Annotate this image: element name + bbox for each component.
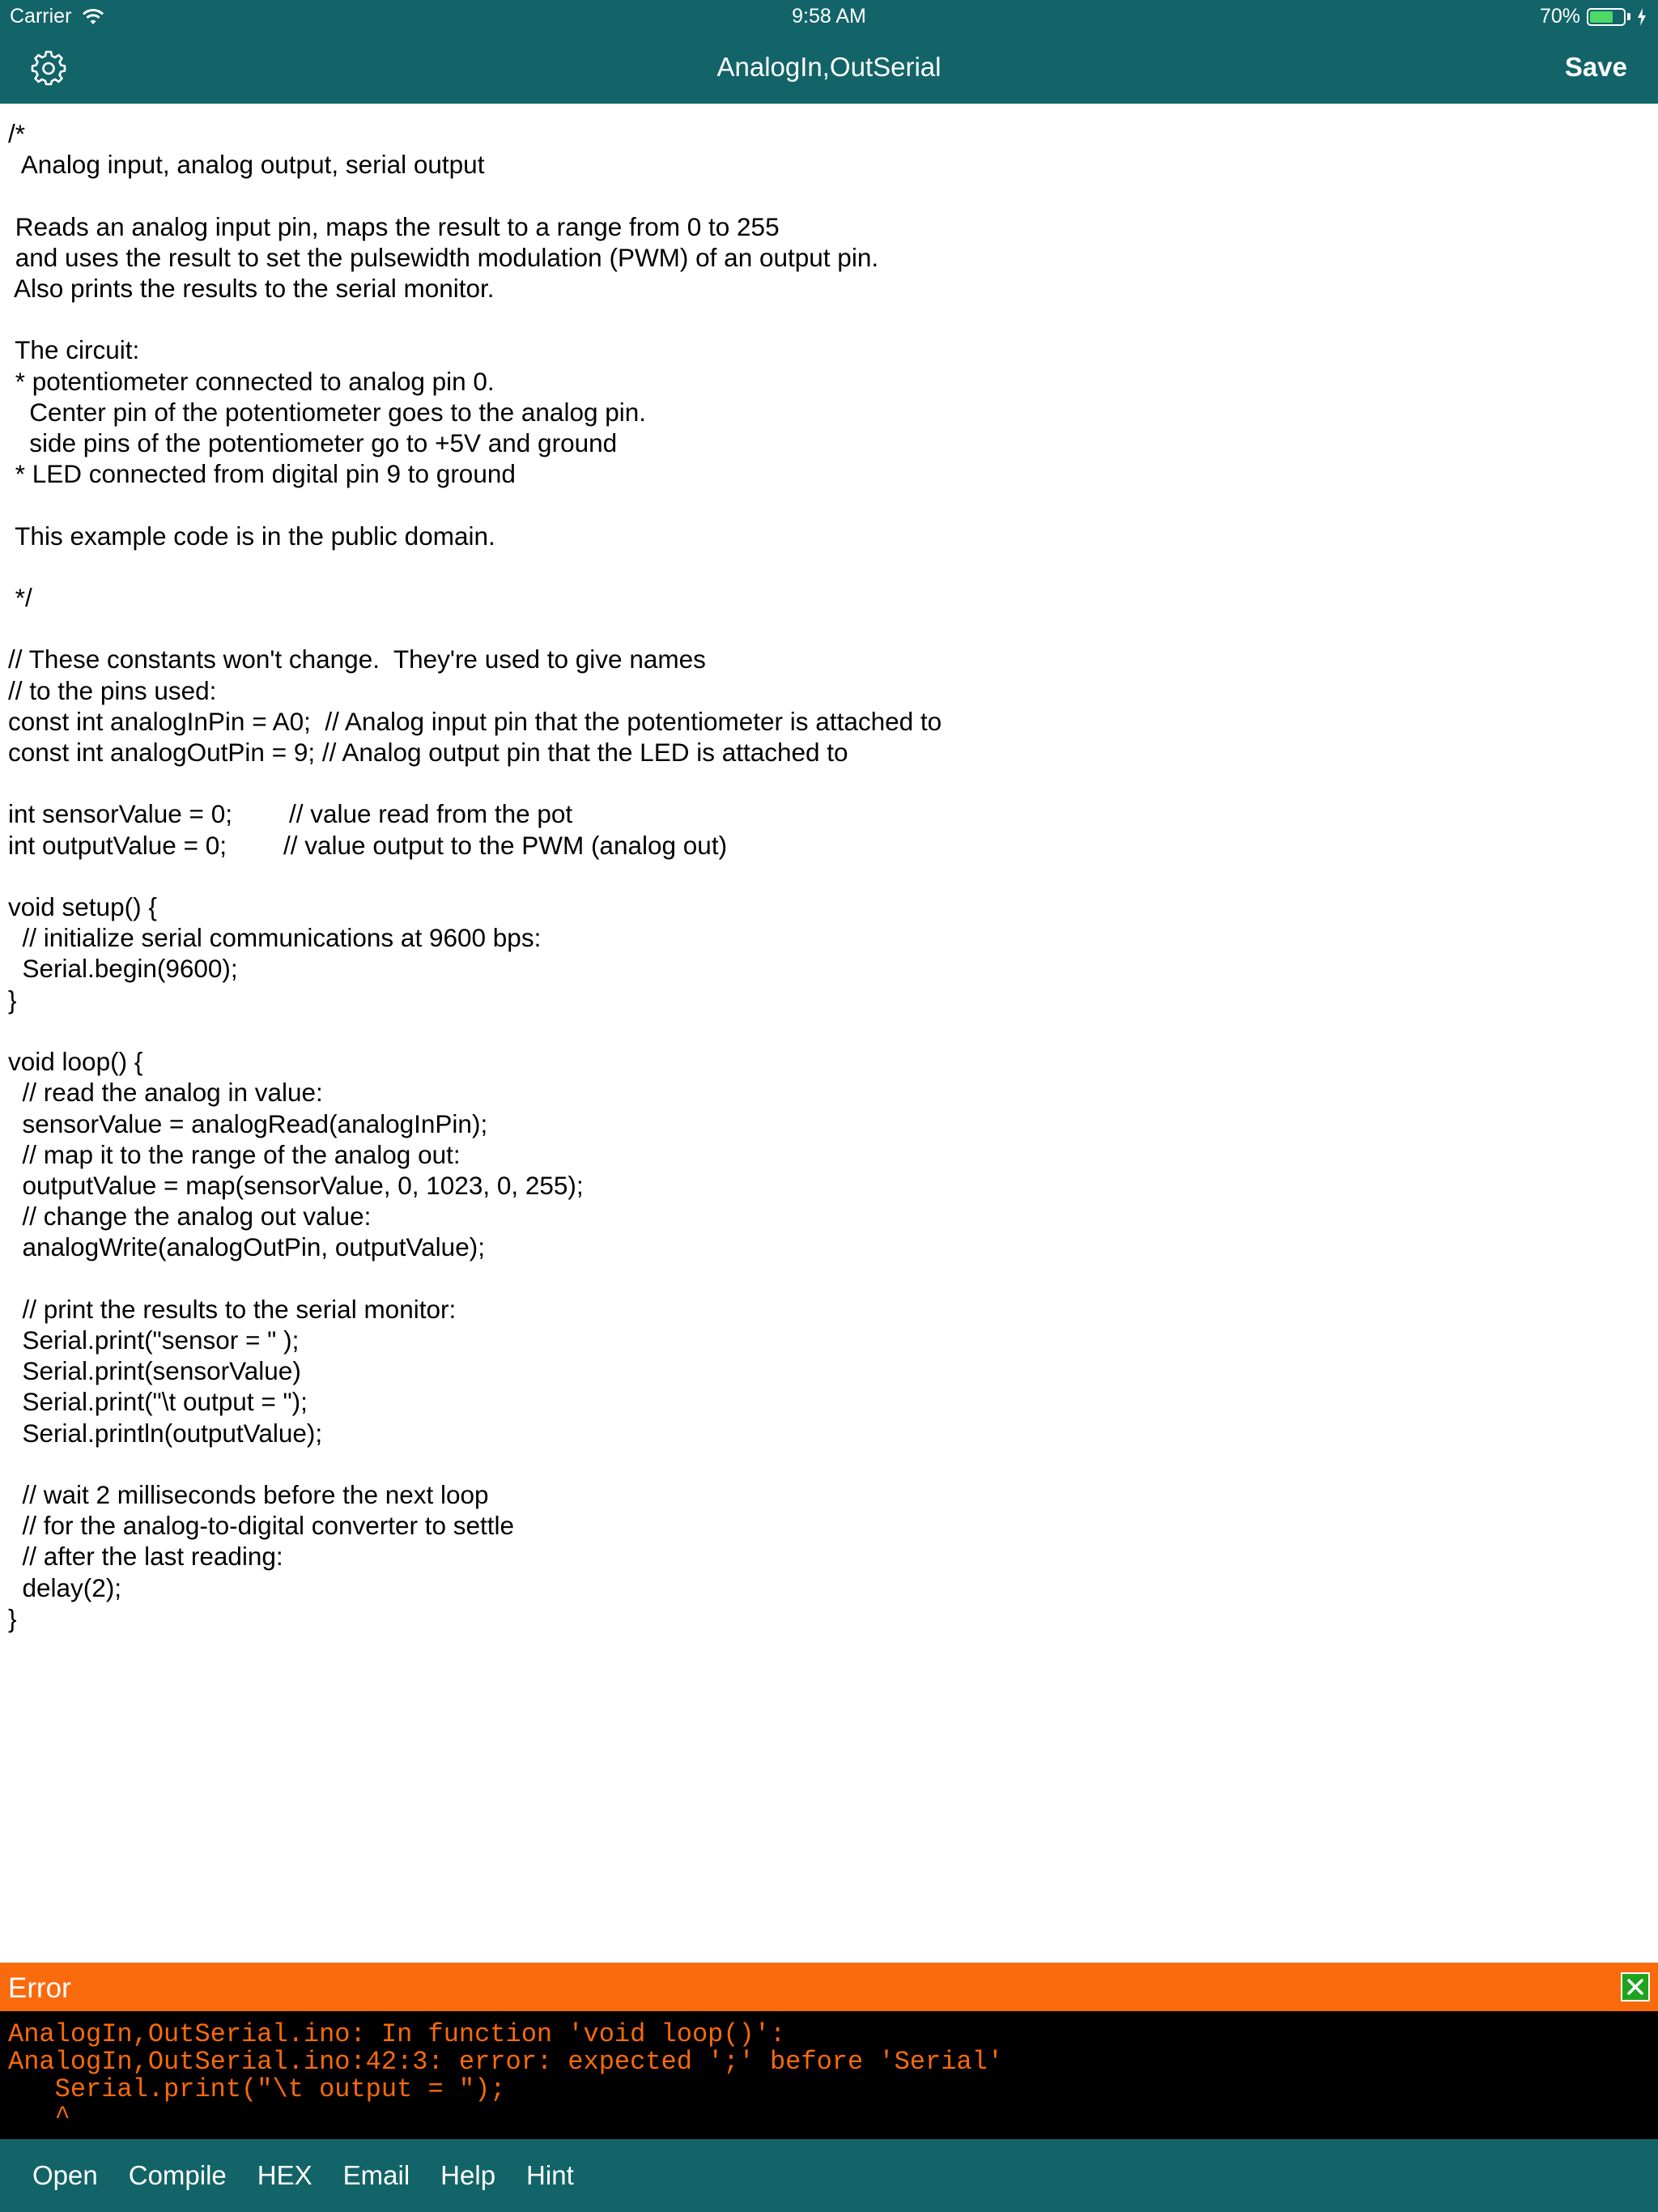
hint-button[interactable]: Hint (526, 2160, 574, 2190)
email-button[interactable]: Email (342, 2160, 410, 2190)
battery-tip (1627, 13, 1630, 20)
battery-percent: 70% (1539, 5, 1580, 28)
compile-button[interactable]: Compile (128, 2160, 227, 2190)
help-button[interactable]: Help (440, 2160, 496, 2190)
error-output: AnalogIn,OutSerial.ino: In function 'void loop()': AnalogIn,OutSerial.ino:42:3: error: expected ';' before 'Serial' Serial.print("\t output = "); ^ (8, 2019, 1003, 2132)
carrier-label: Carrier (10, 5, 72, 28)
battery-fill (1590, 11, 1613, 23)
battery-icon (1587, 8, 1626, 26)
close-button[interactable] (1621, 1972, 1650, 2001)
close-icon (1622, 1974, 1648, 2000)
error-title: Error (8, 1972, 71, 2004)
error-panel-header (0, 1963, 1658, 2011)
code-editor[interactable]: /* Analog input, analog output, serial output Reads an analog input pin, maps the result to a range from 0 to 255 and uses the result to set the pulsewidth modulation (PWM) of an output pin. Also prints the results to the serial monitor. The circuit: * potentiometer connected to analog pin 0. Center pin of the potentiometer goes to the analog pin. side pins of the potentiometer go to +5V and ground * LED connected from digital pin 9 to ground This example code is in the public domain. */ // These constants won't change. They're used to give names // to the pins used: const int analogInPin = A0; // Analog input pin that the potentiometer is attached to const int analogOutPin = 9; // Analog output pin that the LED is attached to int sensorValue = 0; // value read from the pot int outputValue = 0; // value output to the PWM (analog out) void setup() { // initialize serial communications at 9600 bps: Serial.begin(9600); } void loop() { // read the analog in value: sensorValue = analogRead(analogInPin); // map it to the range of the analog out: outputValue = map(sensorValue, 0, 1023, 0, 255); // change the analog out value: analogWrite(analogOutPin, outputValue); // print the results to the serial monitor: Serial.print("sensor = " ); Serial.print(sensorValue) Serial.print("\t output = "); Serial.println(outputValue); // wait 2 milliseconds before the next loop // for the analog-to-digital converter to settle // after the last reading: delay(2); } (8, 119, 942, 1633)
nav-bar (0, 34, 1658, 104)
page-title: AnalogIn,OutSerial (716, 52, 942, 82)
status-time: 9:58 AM (792, 5, 866, 28)
hex-button[interactable]: HEX (257, 2160, 312, 2190)
status-bar (0, 0, 1658, 34)
status-right (1540, 5, 1647, 28)
bottom-toolbar (0, 2139, 1658, 2212)
error-console[interactable] (0, 2011, 1658, 2139)
open-button[interactable]: Open (32, 2160, 98, 2190)
save-button[interactable]: Save (1564, 52, 1627, 82)
charging-bolt-icon (1637, 8, 1647, 26)
